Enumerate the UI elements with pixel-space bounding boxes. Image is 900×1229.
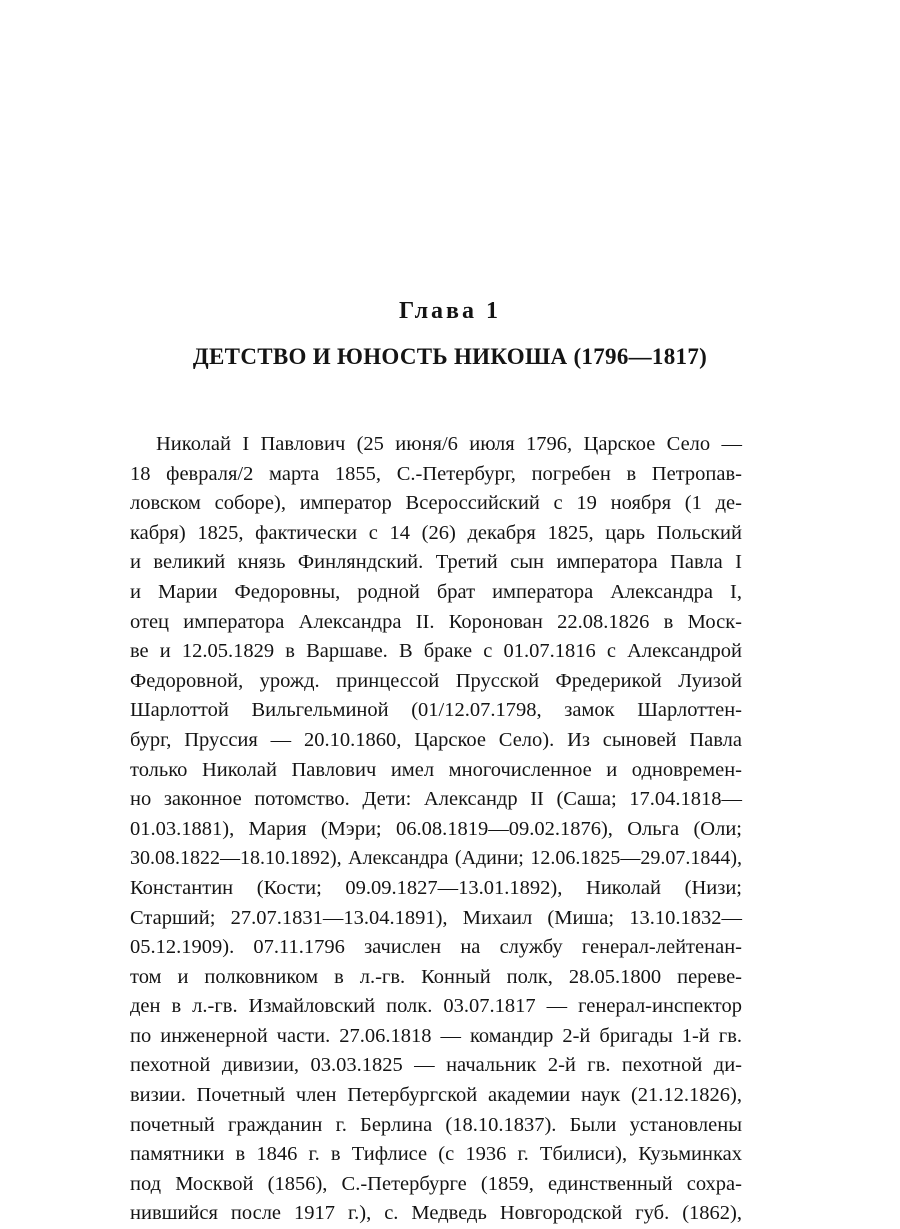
- text-line: ден в л.-гв. Измайловский полк. 03.07.1817 — генерал-инспектор: [130, 995, 742, 1018]
- text-line: 01.03.1881), Мария (Мэри; 06.08.1819—09.02.1876), Ольга (Оли;: [130, 817, 742, 840]
- text-line: и великий князь Финляндский. Третий сын императора Павла I: [130, 551, 742, 574]
- text-line: только Николай Павлович имел многочисленное и одновремен-: [130, 758, 742, 781]
- text-line: Старший; 27.07.1831—13.04.1891), Михаил (Миша; 13.10.1832—: [130, 906, 742, 929]
- text-line: под Москвой (1856), С.-Петербурге (1859, единственный сохра-: [130, 1172, 742, 1195]
- text-line: отец императора Александра II. Коронован 22.08.1826 в Моск-: [130, 610, 742, 633]
- chapter-title: ДЕТСТВО И ЮНОСТЬ НИКОША (1796—1817): [192, 344, 708, 369]
- text-line: и Марии Федоровны, родной брат императора Александра I,: [130, 580, 742, 603]
- text-line: ве и 12.05.1829 в Варшаве. В браке с 01.07.1816 с Александрой: [130, 640, 742, 663]
- body-paragraph: [130, 430, 742, 1229]
- chapter-number: Глава 1: [399, 298, 501, 324]
- text-line: но законное потомство. Дети: Александр II (Саша; 17.04.1818—: [130, 788, 742, 811]
- text-line: почетный гражданин г. Берлина (18.10.1837). Были установлены: [130, 1113, 742, 1136]
- text-line: том и полковником в л.-гв. Конный полк, 28.05.1800 переве-: [130, 965, 742, 988]
- text-line: по инженерной части. 27.06.1818 — командир 2-й бригады 1-й гв.: [130, 1024, 742, 1047]
- text-line: ловском соборе), император Всероссийский с 19 ноября (1 де-: [130, 492, 742, 515]
- text-line: памятники в 1846 г. в Тифлисе (с 1936 г. Тбилиси), Кузьминках: [130, 1143, 742, 1166]
- text-line: визии. Почетный член Петербургской академии наук (21.12.1826),: [130, 1084, 742, 1107]
- text-line: нившийся после 1917 г.), с. Медведь Новгородской губ. (1862),: [130, 1202, 742, 1225]
- text-line: пехотной дивизии, 03.03.1825 — начальник 2-й гв. пехотной ди-: [130, 1054, 742, 1077]
- text-line: Федоровной, урожд. принцессой Прусской Фредерикой Луизой: [130, 669, 742, 692]
- text-line: 18 февраля/2 марта 1855, С.-Петербург, погребен в Петропав-: [130, 462, 742, 485]
- text-line: 05.12.1909). 07.11.1796 зачислен на службу генерал-лейтенан-: [130, 936, 742, 959]
- text-line: 30.08.1822—18.10.1892), Александра (Адини; 12.06.1825—29.07.1844),: [130, 847, 742, 870]
- text-line: Николай I Павлович (25 июня/6 июля 1796, Царское Село —: [156, 433, 742, 455]
- text-line: Шарлоттой Вильгельминой (01/12.07.1798, замок Шарлоттен-: [130, 699, 742, 722]
- text-line: Константин (Кости; 09.09.1827—13.01.1892), Николай (Низи;: [130, 876, 742, 899]
- text-line: бург, Пруссия — 20.10.1860, Царское Село). Из сыновей Павла: [130, 728, 742, 751]
- text-line: кабря) 1825, фактически с 14 (26) декабря 1825, царь Польский: [130, 521, 742, 544]
